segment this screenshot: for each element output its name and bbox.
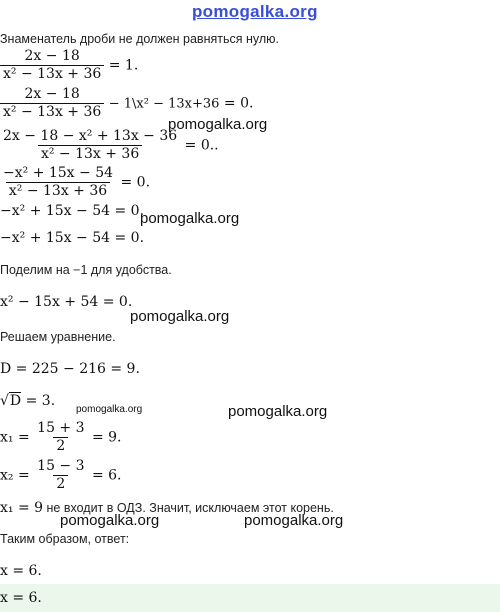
eq2-denominator: x² − 13x + 36 <box>0 103 104 121</box>
sqrt-radicand: D <box>9 393 22 409</box>
sqrt-rhs: = 3. <box>21 393 56 409</box>
equation-6: −x² + 15x − 54 = 0. <box>0 230 145 246</box>
root-x2 <box>0 458 122 493</box>
watermark-5[interactable]: pomogalka.org <box>60 512 160 529</box>
answer-note: Таким образом, ответ: <box>0 532 130 546</box>
x1-label: x₁ = <box>0 429 30 446</box>
exclude-math: x₁ = 9 <box>0 500 44 516</box>
eq1-numerator: 2x − 18 <box>24 48 80 64</box>
solve-note: Решаем уравнение. <box>0 330 116 344</box>
watermark-2[interactable]: pomogalka.org <box>140 210 240 227</box>
x1-numerator: 15 + 3 <box>37 420 85 436</box>
discriminant: D = 225 − 216 = 9. <box>0 361 140 377</box>
x1-denominator: 2 <box>53 437 68 455</box>
answer-1: x = 6. <box>0 563 42 579</box>
eq3-rhs: = 0.. <box>184 137 219 154</box>
eq4-numerator: −x² + 15x − 54 <box>3 165 114 181</box>
watermark-6[interactable]: pomogalka.org <box>244 512 344 529</box>
eq1-denominator: x² − 13x + 36 <box>0 65 104 83</box>
eq2-rhs: = 0. <box>223 95 254 112</box>
equation-3 <box>0 128 219 163</box>
equation-5: −x² + 15x − 54 = 0. <box>0 203 145 219</box>
eq4-rhs: = 0. <box>120 174 151 191</box>
answer-2: x = 6. <box>0 590 42 606</box>
equation-1 <box>0 48 138 83</box>
equation-7: x² − 15x + 54 = 0. <box>0 294 133 310</box>
watermark-4[interactable]: pomogalka.org <box>228 403 328 420</box>
eq1-rhs: = 1. <box>108 57 139 74</box>
divide-note: Поделим на −1 для удобства. <box>0 263 172 277</box>
x2-denominator: 2 <box>53 475 68 493</box>
watermark-1[interactable]: pomogalka.org <box>168 116 268 133</box>
site-watermark-top[interactable]: pomogalka.org <box>192 2 318 21</box>
eq2-numerator: 2x − 18 <box>24 86 80 102</box>
x1-rhs: = 9. <box>91 429 122 446</box>
answer-highlight <box>0 584 500 612</box>
x2-label: x₂ = <box>0 467 30 484</box>
equation-4 <box>0 165 150 200</box>
intro-text: Знаменатель дроби не должен равняться нулю. <box>0 32 279 46</box>
x2-numerator: 15 − 3 <box>37 458 85 474</box>
watermark-3[interactable]: pomogalka.org <box>130 308 230 325</box>
eq2-tail: − 1\x² − 13x+36 <box>108 96 220 112</box>
sqrt-d <box>0 393 55 409</box>
watermark-small[interactable]: pomogalka.org <box>76 404 143 415</box>
eq3-numerator: 2x − 18 − x² + 13x − 36 <box>3 128 178 144</box>
eq3-denominator: x² − 13x + 36 <box>38 145 142 163</box>
exclude-text: не входит в ОДЗ. Значит, исключаем этот корень. <box>43 501 334 515</box>
eq4-denominator: x² − 13x + 36 <box>6 182 110 200</box>
sqrt-sign: √ <box>0 393 9 409</box>
x2-rhs: = 6. <box>91 467 122 484</box>
root-x1 <box>0 420 122 455</box>
